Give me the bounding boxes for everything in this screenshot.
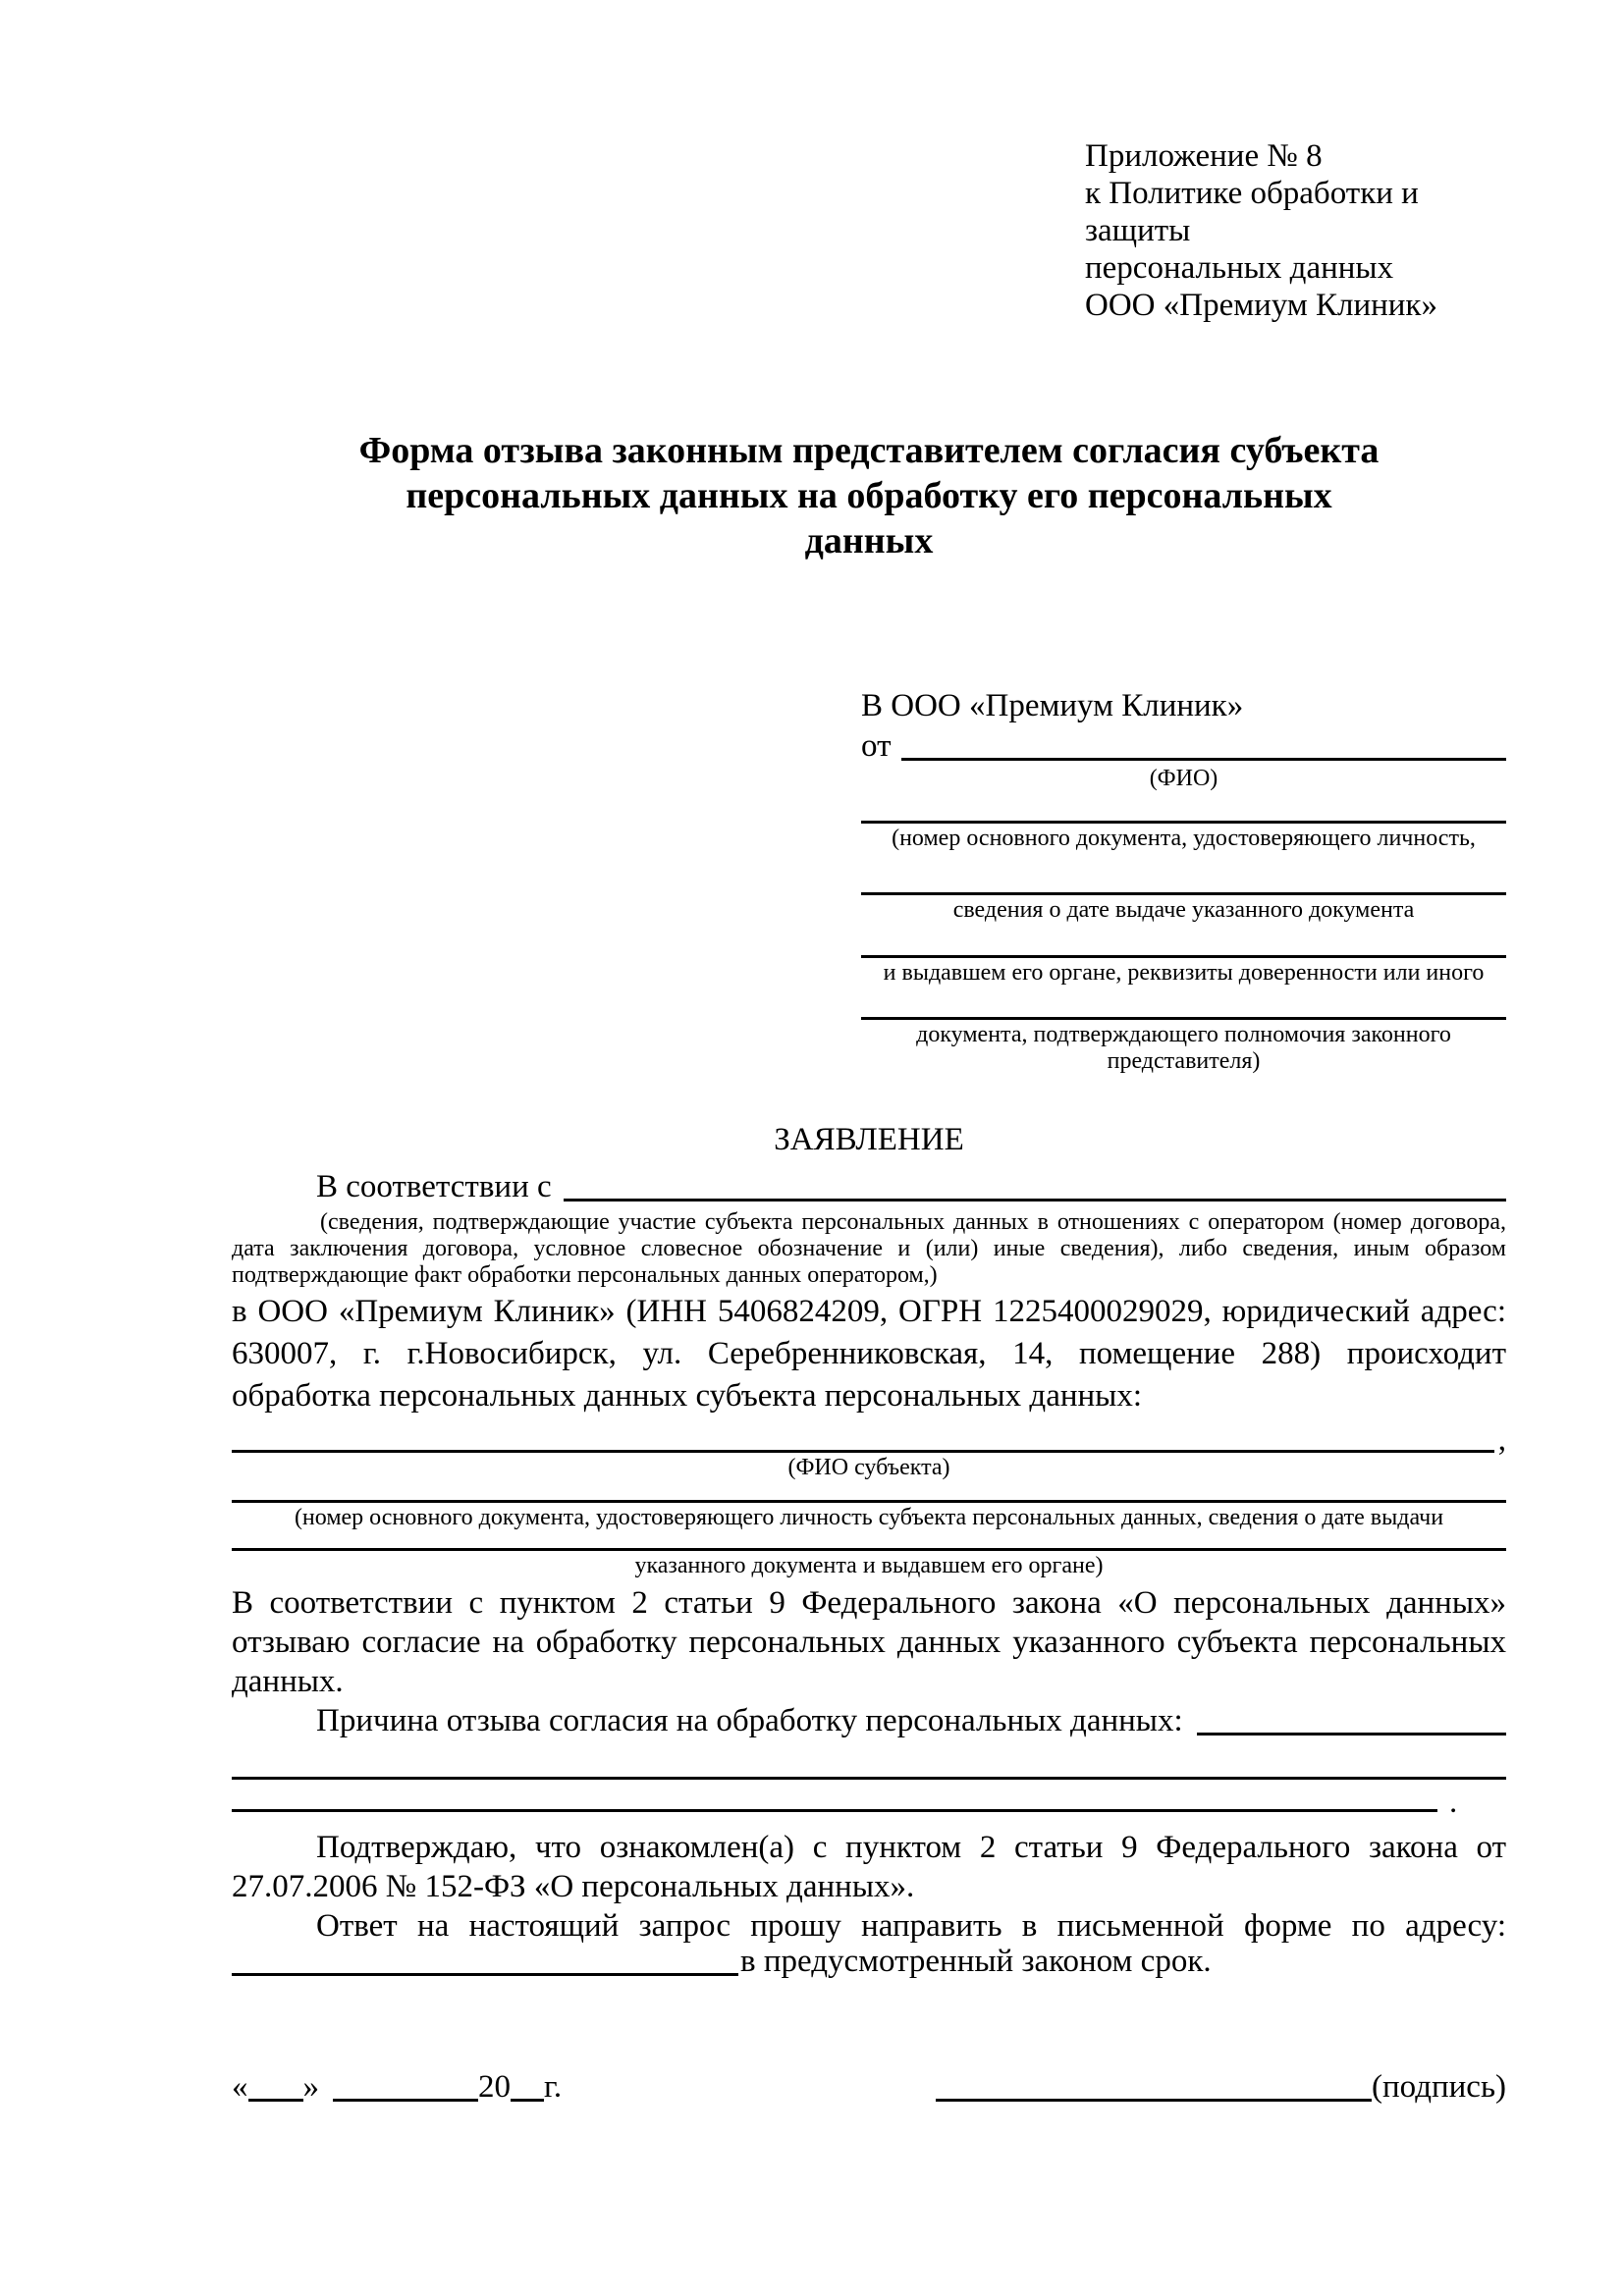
page-title: Форма отзыва законным представителем согласия субъекта персональных данных на обработку его персональных данных bbox=[358, 430, 1380, 561]
reason-period: . bbox=[1449, 1785, 1458, 1820]
subject-fio-blank-line bbox=[232, 1450, 1494, 1453]
subject-fio-caption: (ФИО субъекта) bbox=[787, 1455, 950, 1480]
appendix-line: персональных данных bbox=[1085, 250, 1394, 286]
basis-prefix: В соответствии с bbox=[316, 1169, 552, 1204]
representative-doc-blank-line bbox=[861, 987, 1506, 1020]
date-quote-open: « bbox=[232, 2069, 248, 2105]
operator-paragraph: в ООО «Премиум Клиник» (ИНН 5406824209, ОГРН 1225400029029, юридический адрес: 630007, г. г.Новосибирск, ул. Серебренниковская, 14, помещение 288) происходит обработка персональных данных субъекта персональных данных: bbox=[232, 1294, 1506, 1414]
subject-fio-row bbox=[232, 1422, 1506, 1458]
addressee-to: В ООО «Премиум Клиник» bbox=[861, 688, 1244, 723]
date-month-blank-line bbox=[333, 2099, 478, 2102]
basis-blank-line bbox=[564, 1199, 1506, 1201]
date-year-suffix: г. bbox=[544, 2069, 563, 2105]
date-group bbox=[232, 2067, 562, 2107]
from-label: от bbox=[861, 728, 892, 764]
reason-blank-line bbox=[232, 1809, 1437, 1812]
reply-address-row bbox=[232, 1946, 1506, 1981]
statement-heading: ЗАЯВЛЕНИЕ bbox=[774, 1122, 964, 1157]
footer-row bbox=[232, 2063, 1506, 2107]
date-year-prefix: 20 bbox=[478, 2069, 511, 2105]
reason-blank-row bbox=[232, 1780, 1506, 1820]
basis-row bbox=[232, 1167, 1506, 1206]
appendix-line: к Политике обработки и защиты bbox=[1085, 176, 1419, 248]
date-quote-close: » bbox=[302, 2069, 319, 2105]
doc-caption: сведения о дате выдаче указанного документа bbox=[952, 897, 1415, 923]
reason-row bbox=[232, 1701, 1506, 1740]
representative-doc-blank-line bbox=[861, 924, 1506, 958]
signature-blank-line bbox=[936, 2099, 1372, 2102]
reply-suffix: в предусмотренный законом срок. bbox=[740, 1944, 1212, 1979]
appendix-reference-block bbox=[1085, 137, 1506, 324]
confirm-paragraph: Подтверждаю, что ознакомлен(а) с пунктом 2 статьи 9 Федерального закона от 27.07.2006 № 152-ФЗ «О персональных данных». bbox=[232, 1830, 1506, 1904]
doc-caption: и выдавшем его органе, реквизиты доверенности или иного bbox=[883, 960, 1485, 986]
addressee-block bbox=[861, 687, 1506, 1075]
subject-doc-blank-line bbox=[232, 1531, 1506, 1551]
fio-caption: (ФИО) bbox=[1149, 766, 1218, 791]
basis-footnote: (сведения, подтверждающие участие субъекта персональных данных в отношениях с оператором (номер договора, дата заключения договора, условное словесное обозначение и (или) иные сведения), либо сведения, иным образом подтверждающие факт обработки персональных данных оператором,) bbox=[232, 1209, 1506, 1288]
reason-blank-line bbox=[1197, 1733, 1506, 1735]
subject-doc-caption: указанного документа и выдавшем его органе) bbox=[634, 1553, 1104, 1578]
subject-doc-caption: (номер основного документа, удостоверяющего личность субъекта персональных данных, сведения о дате выдачи bbox=[294, 1505, 1444, 1530]
addressee-from-row bbox=[861, 724, 1506, 766]
representative-doc-blank-line bbox=[861, 852, 1506, 895]
representative-doc-blank-line bbox=[861, 792, 1506, 824]
reply-paragraph-line1: Ответ на настоящий запрос прошу направить в письменной форме по адресу: bbox=[316, 1908, 1506, 1944]
date-year-blank-line bbox=[511, 2099, 544, 2102]
reason-label: Причина отзыва согласия на обработку персональных данных: bbox=[316, 1703, 1183, 1738]
date-day-blank-line bbox=[248, 2099, 303, 2102]
doc-caption: документа, подтверждающего полномочия законного представителя) bbox=[916, 1022, 1451, 1074]
withdraw-paragraph: В соответствии с пунктом 2 статьи 9 Федерального закона «О персональных данных» отзываю согласие на обработку персональных данных указанного субъекта персональных данных. bbox=[232, 1585, 1506, 1699]
subject-doc-blank-line bbox=[232, 1481, 1506, 1503]
signature-caption: (подпись) bbox=[1372, 2069, 1506, 2105]
reply-address-blank-line bbox=[232, 1973, 738, 1976]
appendix-line: Приложение № 8 bbox=[1085, 138, 1323, 174]
reason-blank-line bbox=[232, 1740, 1506, 1780]
signature-group bbox=[936, 2067, 1506, 2107]
subject-line-comma: , bbox=[1497, 1422, 1506, 1458]
representative-fio-blank-line bbox=[901, 758, 1507, 761]
appendix-line: ООО «Премиум Клиник» bbox=[1085, 288, 1437, 323]
doc-caption: (номер основного документа, удостоверяющего личность, bbox=[892, 826, 1476, 851]
